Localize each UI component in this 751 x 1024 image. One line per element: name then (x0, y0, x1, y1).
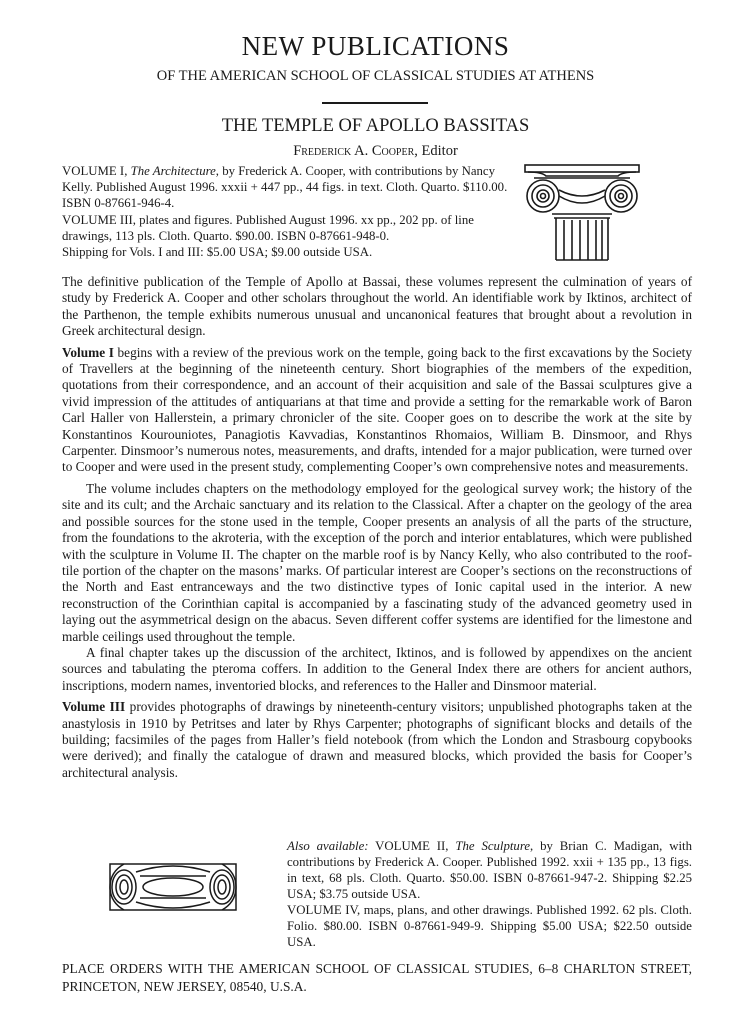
article-body (62, 274, 692, 786)
ionic-capital-plan-icon (104, 852, 242, 922)
volume-1-label: VOLUME I, (62, 164, 131, 178)
volume-1-paragraph (62, 345, 692, 476)
volume-1-text: begins with a review of the previous work on the temple, going back to the first excavations by the Society of Travellers at the beginning of the nineteenth century. Short biographies of the members of the expedition, quotations from their correspondence, and an account of their acquisition and sale of the Bassai sculptures give a vivid impression of the attitudes of antiquarians at that time and provide a setting for the remarkable work of Baron Carl Haller von Hallerstein, a primary chronicler of the site. Cooper goes on to describe the work at the site by Konstantinos Kourouniotes, Panagiotis Kavvadias, Konstantinos Rhomaios, William B. Dinsmoor, and Rhys Carpenter. Dinsmoor’s numerous notes, measurements, and drafts, intended for a major publication, were turned over to Cooper and were used in the present study, complementing Cooper’s own comprehensive notes and measurements. (62, 344, 692, 475)
editor-name: Frederick A. Cooper (293, 143, 415, 159)
volume-4-entry: VOLUME IV, maps, plans, and other drawings. Published 1992. 62 pls. Cloth. Folio. $80.00. ISBN 0-87661-949-9. Shipping $5.00 USA; $22.50 outside USA. (287, 903, 692, 949)
book-title: THE TEMPLE OF APOLLO BASSITAS (221, 116, 530, 136)
page-subtitle: OF THE AMERICAN SCHOOL OF CLASSICAL STUDIES AT ATHENS (156, 68, 595, 84)
volume-2-details: , by Brian C. Madigan, with contributions by Frederick A. Cooper. Published 1992. xxii + 135 pp., 13 figs. in text, 68 pls. Cloth. Quarto. $50.00. ISBN 0-87661-947-2. Shipping $2.25 USA; $3.75 outside USA. (287, 839, 692, 901)
volume-1-paragraph-2: The volume includes chapters on the methodology employed for the geological survey work; the history of the site and its cult; and the Archaic sanctuary and its relation to the Classical. After a chapter on the geology of the area and possible sources for the stone used in the temple, Cooper presents an analysis of all the parts of the structure, from the foundations to the akroteria, with the exception of the porch and interior entablatures, which were published with the sculpture in Volume II. The chapter on the marble roof is by Nancy Kelly, who also contributed to the roof-tile portion of the chapter on the masons’ marks. Of particular interest are Cooper’s sections on the reconstructions of the North and East entranceways and the two distinctive types of Ionic capital used in the interior. A new reconstruction of the Corinthian capital is accompanied by a fascinating study of the advanced geometry used in laying out the asymmetrical design on the abacus. Seven different coffer systems are identified for the limestone and marble ceilings used throughout the temple. (62, 480, 692, 644)
page-title: NEW PUBLICATIONS (241, 31, 510, 61)
order-address: PLACE ORDERS WITH THE AMERICAN SCHOOL OF CLASSICAL STUDIES, 6–8 CHARLTON STREET, PRINCETON, NEW JERSEY, 08540, U.S.A. (62, 961, 692, 994)
intro-paragraph: The definitive publication of the Temple of Apollo at Bassai, these volumes represent the culmination of years of study by Frederick A. Cooper and other scholars throughout the world. An identifiable work by Iktinos, architect of the Parthenon, the temple exhibits numerous unusual and uncanonical features that brought about a revolution in Greek architectural design. (62, 274, 692, 339)
also-available (287, 838, 692, 950)
volume-1-entry (62, 163, 517, 212)
volume-1-lead: Volume I (62, 344, 114, 360)
volume-1-paragraph-3: A final chapter takes up the discussion of the architect, Iktinos, and is followed by appendixes on the ancient sources and tabulating the pteroma coffers. In addition to the General Index there are others for ancient authors, inscriptions, modern names, inventoried blocks, and references to the Haller and Dinsmoor material. (62, 644, 692, 693)
shipping-info: Shipping for Vols. I and III: $5.00 USA; $9.00 outside USA. (62, 245, 373, 260)
volume-1-title: The Architecture (130, 164, 216, 178)
editor-line (0, 142, 751, 160)
ionic-capital-elevation-icon (522, 162, 642, 264)
divider-rule (322, 102, 428, 104)
volume-2-entry (287, 838, 692, 902)
volume-1-details: , by Frederick A. Cooper, with contributions by Nancy Kelly. Published August 1996. xxxii + 447 pp., 44 figs. in text. Cloth. Quarto. $110.00. ISBN 0-87661-946-4. (62, 164, 508, 211)
also-available-label: Also available: (287, 839, 369, 853)
volume-3-lead: Volume III (62, 699, 126, 715)
volume-3-text: provides photographs of drawings by nineteenth-century visitors; unpublished photographs taken at the anastylosis in 1910 by Petritses and later by Rhys Carpenter; photographs of significant blocks and details of the building; facsimiles of the pages from Haller’s field notebook (from which the London and Strasbourg copybooks were derived); and finally the catalogue of drawn and measured blocks, which provided the basis for Cooper’s architectural analysis. (62, 699, 693, 780)
volume-info (62, 163, 517, 260)
volume-2-label: VOLUME II, (368, 839, 456, 853)
volume-3-entry: VOLUME III, plates and figures. Published August 1996. xx pp., 202 pp. of line drawings, 113 pls. Cloth. Quarto. $90.00. ISBN 0-87661-948-0. (62, 212, 474, 243)
volume-2-title: The Sculpture (455, 839, 531, 853)
volume-3-paragraph (62, 699, 692, 781)
editor-role: , Editor (414, 143, 458, 159)
